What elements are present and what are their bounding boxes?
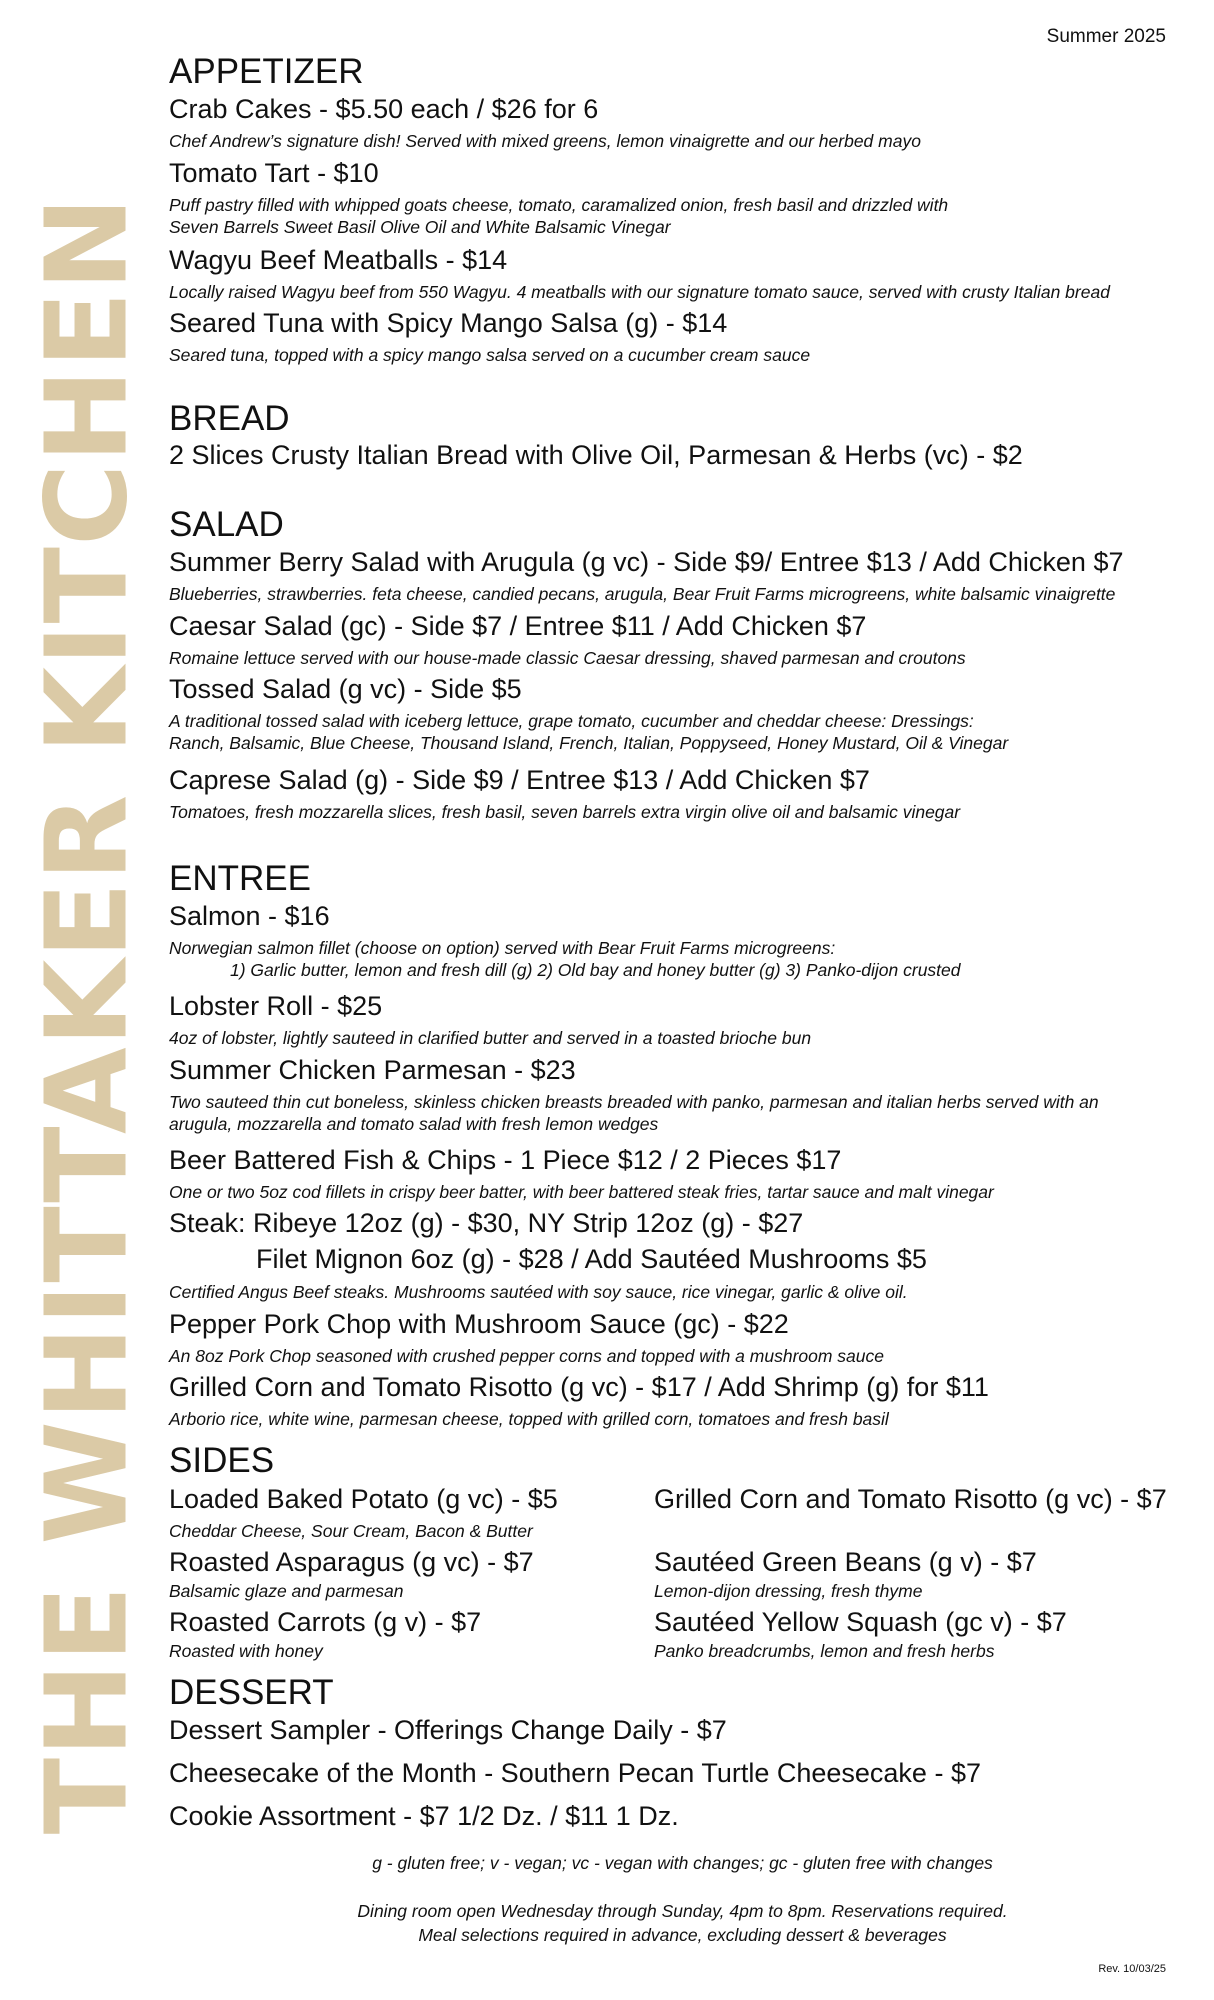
menu-item-chicken-parmesan: Summer Chicken Parmesan - $23 <box>169 1055 576 1085</box>
menu-item-pork-chop: Pepper Pork Chop with Mushroom Sauce (gc) - $22 <box>169 1309 789 1339</box>
menu-item-bread: 2 Slices Crusty Italian Bread with Olive Oil, Parmesan & Herbs (vc) - $2 <box>169 440 1023 470</box>
menu-item-summer-berry-salad: Summer Berry Salad with Arugula (g vc) - Side $9/ Entree $13 / Add Chicken $7 <box>169 547 1124 577</box>
dining-note-advance: Meal selections required in advance, excluding dessert & beverages <box>418 1925 947 1945</box>
revision-label: Rev. 10/03/25 <box>1098 1963 1166 1975</box>
dessert-item-cheesecake: Cheesecake of the Month - Southern Pecan Turtle Cheesecake - $7 <box>169 1758 981 1788</box>
menu-item-salmon: Salmon - $16 <box>169 901 330 931</box>
side-item-baked-potato: Loaded Baked Potato (g vc) - $5 <box>169 1484 558 1514</box>
menu-item-steak: Steak: Ribeye 12oz (g) - $30, NY Strip 12oz (g) - $27 <box>169 1208 804 1238</box>
salad-heading: SALAD <box>169 505 284 544</box>
menu-item-tossed-salad: Tossed Salad (g vc) - Side $5 <box>169 674 522 704</box>
side-item-desc: Lemon-dijon dressing, fresh thyme <box>654 1581 923 1601</box>
menu-item-wagyu-meatballs: Wagyu Beef Meatballs - $14 <box>169 245 508 275</box>
dessert-item-cookies: Cookie Assortment - $7 1/2 Dz. / $11 1 Dz. <box>169 1801 679 1831</box>
menu-item-caprese-salad: Caprese Salad (g) - Side $9 / Entree $13 / Add Chicken $7 <box>169 765 870 795</box>
dining-note-hours: Dining room open Wednesday through Sunday, 4pm to 8pm. Reservations required. <box>357 1901 1008 1921</box>
menu-item-desc: An 8oz Pork Chop seasoned with crushed pepper corns and topped with a mushroom sauce <box>169 1346 885 1366</box>
menu-item-desc: Romaine lettuce served with our house-made classic Caesar dressing, shaved parmesan and croutons <box>169 648 966 668</box>
side-item-yellow-squash: Sautéed Yellow Squash (gc v) - $7 <box>654 1607 1067 1637</box>
menu-item-desc: Puff pastry filled with whipped goats cheese, tomato, caramalized onion, fresh basil and drizzled with <box>169 195 949 215</box>
side-item-asparagus: Roasted Asparagus (g vc) - $7 <box>169 1547 534 1577</box>
side-item-green-beans: Sautéed Green Beans (g v) - $7 <box>654 1547 1037 1577</box>
side-item-risotto: Grilled Corn and Tomato Risotto (g vc) - $7 <box>654 1484 1167 1514</box>
menu-item-fish-chips: Beer Battered Fish & Chips - 1 Piece $12 / 2 Pieces $17 <box>169 1145 842 1175</box>
menu-item-filet-mignon: Filet Mignon 6oz (g) - $28 / Add Sautéed Mushrooms $5 <box>256 1244 927 1274</box>
menu-item-desc: Seven Barrels Sweet Basil Olive Oil and White Balsamic Vinegar <box>169 217 671 237</box>
menu-item-desc: One or two 5oz cod fillets in crispy beer batter, with beer battered steak fries, tartar sauce and malt vinegar <box>169 1182 994 1202</box>
sides-heading: SIDES <box>169 1441 275 1480</box>
menu-item-seared-tuna: Seared Tuna with Spicy Mango Salsa (g) - $14 <box>169 308 728 338</box>
menu-item-desc: Chef Andrew’s signature dish! Served with mixed greens, lemon vinaigrette and our herbed mayo <box>169 131 921 151</box>
menu-item-tomato-tart: Tomato Tart - $10 <box>169 158 379 188</box>
side-item-desc: Roasted with honey <box>169 1641 323 1661</box>
menu-item-risotto: Grilled Corn and Tomato Risotto (g vc) - $17 / Add Shrimp (g) for $11 <box>169 1372 989 1402</box>
side-item-desc: Panko breadcrumbs, lemon and fresh herbs <box>654 1641 995 1661</box>
brand-title <box>22 65 152 1965</box>
menu-item-crab-cakes: Crab Cakes - $5.50 each / $26 for 6 <box>169 94 599 124</box>
menu-item-desc: Certified Angus Beef steaks. Mushrooms sautéed with soy sauce, rice vinegar, garlic & olive oil. <box>169 1282 908 1302</box>
dessert-item-sampler: Dessert Sampler - Offerings Change Daily - $7 <box>169 1715 727 1745</box>
side-item-desc: Cheddar Cheese, Sour Cream, Bacon & Butter <box>169 1521 533 1541</box>
menu-item-caesar-salad: Caesar Salad (gc) - Side $7 / Entree $11 / Add Chicken $7 <box>169 611 867 641</box>
menu-item-desc: Locally raised Wagyu beef from 550 Wagyu. 4 meatballs with our signature tomato sauce, served with crusty Italian bread <box>169 282 1110 302</box>
menu-item-desc: arugula, mozzarella and tomato salad with fresh lemon wedges <box>169 1114 659 1134</box>
menu-item-lobster-roll: Lobster Roll - $25 <box>169 991 383 1021</box>
dietary-legend: g - gluten free; v - vegan; vc - vegan with changes; gc - gluten free with changes <box>372 1853 993 1873</box>
menu-item-desc: Ranch, Balsamic, Blue Cheese, Thousand Island, French, Italian, Poppyseed, Honey Mustard, Oil & Vinegar <box>169 733 1009 753</box>
menu-item-desc: 1) Garlic butter, lemon and fresh dill (g) 2) Old bay and honey butter (g) 3) Panko-dijon crusted <box>230 960 961 980</box>
brand-title-text: THE WHITTAKER KITCHEN <box>22 195 152 1835</box>
dessert-heading: DESSERT <box>169 1673 334 1712</box>
menu-item-desc: Arborio rice, white wine, parmesan cheese, topped with grilled corn, tomatoes and fresh basil <box>169 1409 889 1429</box>
menu-item-desc: Two sauteed thin cut boneless, skinless chicken breasts breaded with panko, parmesan and italian herbs served with an <box>169 1092 1099 1112</box>
menu-item-desc: A traditional tossed salad with iceberg lettuce, grape tomato, cucumber and cheddar cheese: Dressings: <box>169 711 974 731</box>
menu-item-desc: Norwegian salmon fillet (choose on option) served with Bear Fruit Farms microgreens: <box>169 938 836 958</box>
side-item-carrots: Roasted Carrots (g v) - $7 <box>169 1607 482 1637</box>
menu-item-desc: Blueberries, strawberries. feta cheese, candied pecans, arugula, Bear Fruit Farms microgreens, white balsamic vinaigrette <box>169 584 1116 604</box>
season-label: Summer 2025 <box>1046 26 1166 47</box>
menu-item-desc: Tomatoes, fresh mozzarella slices, fresh basil, seven barrels extra virgin olive oil and balsamic vinegar <box>169 802 961 822</box>
side-item-desc: Balsamic glaze and parmesan <box>169 1581 404 1601</box>
appetizer-heading: APPETIZER <box>169 52 364 91</box>
entree-heading: ENTREE <box>169 859 311 898</box>
bread-heading: BREAD <box>169 399 290 438</box>
menu-item-desc: 4oz of lobster, lightly sauteed in clarified butter and served in a toasted brioche bun <box>169 1028 812 1048</box>
menu-item-desc: Seared tuna, topped with a spicy mango salsa served on a cucumber cream sauce <box>169 345 811 365</box>
